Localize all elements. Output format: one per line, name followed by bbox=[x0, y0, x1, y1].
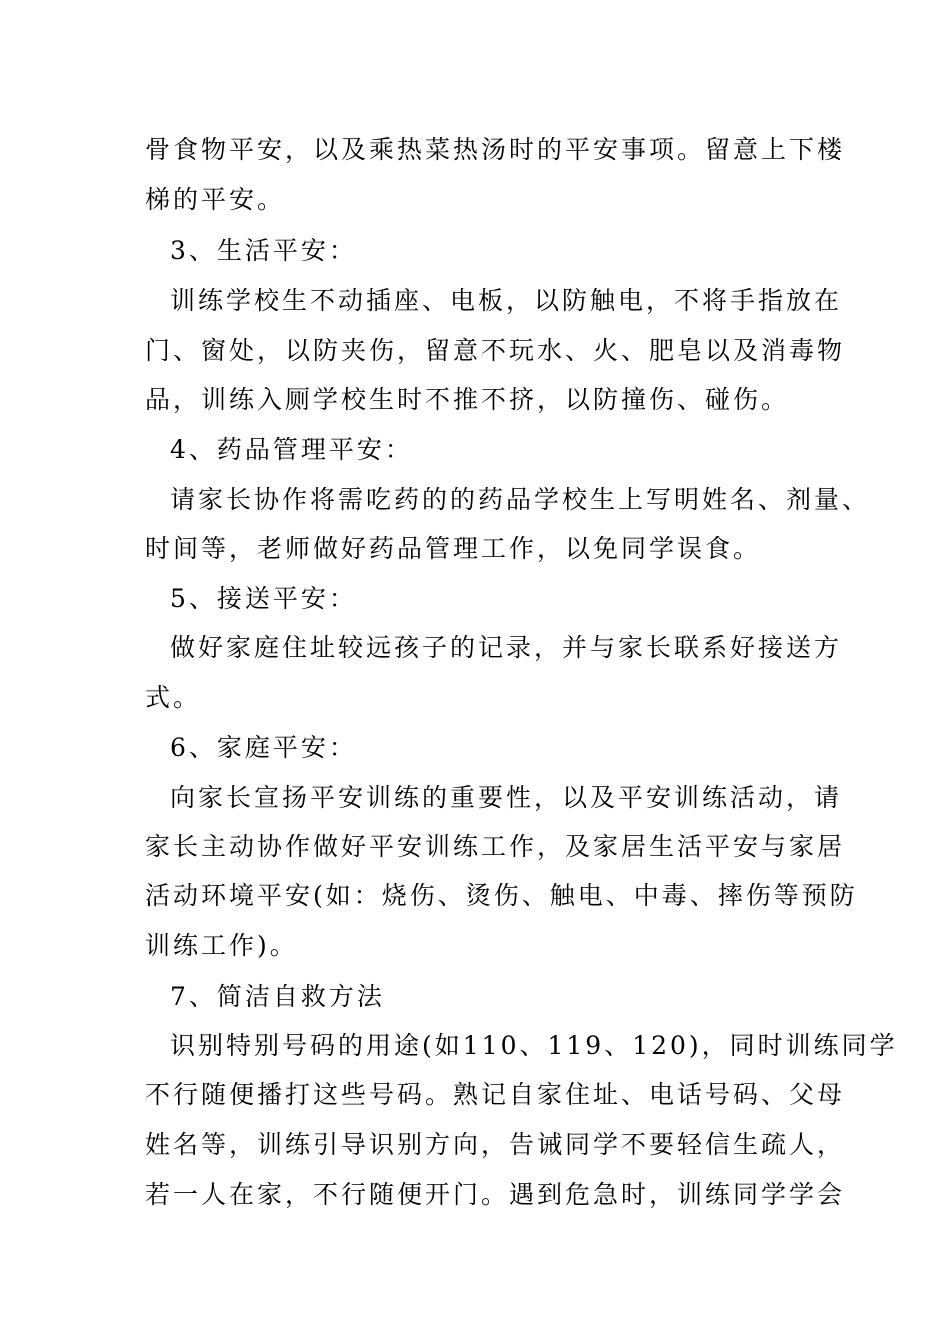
body-text-line: 梯的平安。 bbox=[145, 185, 286, 214]
section-heading: 4、药品管理平安： bbox=[170, 435, 413, 464]
body-text-line: 识别特别号码的用途(如110、119、120)，同时训练同学 bbox=[170, 1031, 898, 1060]
section-heading: 7、简洁自救方法 bbox=[170, 982, 385, 1011]
body-text-line: 向家长宣扬平安训练的重要性，以及平安训练活动，请 bbox=[170, 783, 843, 812]
body-text-line: 姓名等，训练引导识别方向，告诫同学不要轻信生疏人， bbox=[145, 1130, 846, 1159]
body-text-line: 时间等，老师做好药品管理工作，以免同学误食。 bbox=[145, 534, 762, 563]
body-text-line: 请家长协作将需吃药的的药品学校生上写明姓名、剂量、 bbox=[170, 485, 871, 514]
body-text-line: 做好家庭住址较远孩子的记录，并与家长联系好接送方 bbox=[170, 633, 843, 662]
body-text-line: 式。 bbox=[145, 683, 202, 712]
section-heading: 6、家庭平安： bbox=[170, 733, 357, 762]
body-text-line: 若一人在家，不行随便开门。遇到危急时，训练同学学会 bbox=[145, 1180, 846, 1209]
body-text-line: 训练学校生不动插座、电板，以防触电，不将手指放在 bbox=[170, 286, 843, 315]
body-text-line: 骨食物平安，以及乘热菜热汤时的平安事项。留意上下楼 bbox=[145, 135, 846, 164]
section-heading: 3、生活平安： bbox=[170, 236, 357, 265]
section-heading: 5、接送平安： bbox=[170, 584, 357, 613]
body-text-line: 活动环境平安(如：烧伤、烫伤、触电、中毒、摔伤等预防 bbox=[145, 881, 858, 910]
body-text-line: 不行随便播打这些号码。熟记自家住址、电话号码、父母 bbox=[145, 1080, 846, 1109]
body-text-line: 训练工作)。 bbox=[145, 931, 298, 960]
body-text-line: 家长主动协作做好平安训练工作，及家居生活平安与家居 bbox=[145, 832, 846, 861]
body-text-line: 品，训练入厕学校生时不推不挤，以防撞伤、碰伤。 bbox=[145, 385, 790, 414]
body-text-line: 门、窗处，以防夹伤，留意不玩水、火、肥皂以及消毒物 bbox=[145, 336, 846, 365]
